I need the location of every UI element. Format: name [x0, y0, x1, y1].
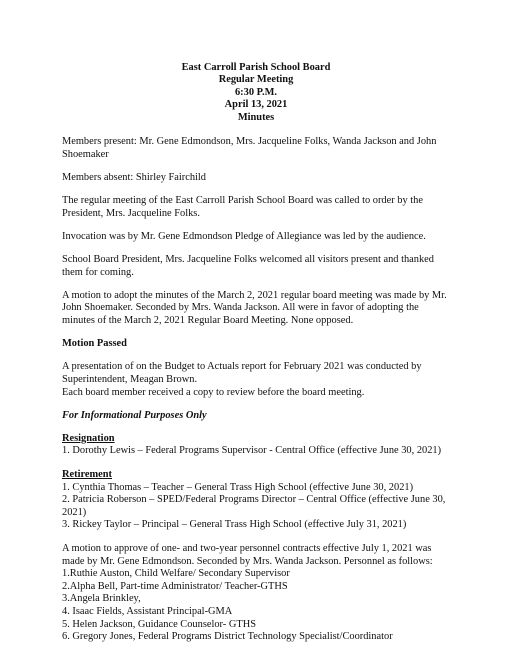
minutes-motion: A motion to adopt the minutes of the March 2, 2021 regular board meeting was made by Mr. John Shoemaker. Seconded by Mrs. Wanda Jackson. All were in favor of adopting the minutes of the March 2, 2021 Regular Board Meeting. None opposed. — [62, 289, 447, 326]
meeting-type: Regular Meeting — [218, 74, 294, 86]
retirement-title: Retirement — [62, 469, 113, 481]
document-title: Minutes — [237, 111, 275, 123]
invocation: Invocation was by Mr. Gene Edmondson Pledge of Allegiance was led by the audience. — [62, 230, 426, 242]
resignation-title: Resignation — [62, 432, 115, 444]
welcome: School Board President, Mrs. Jacqueline Folks welcomed all visitors present and thanked them for coming. — [62, 253, 434, 278]
resignation-section — [62, 433, 450, 458]
personnel-item: 2.Alpha Bell, Part-time Administrator/ Teacher-GTHS — [62, 580, 288, 592]
budget-line: Each board member received a copy to review before the board meeting. — [62, 386, 365, 398]
personnel-item: 3.Angela Brinkley, — [62, 593, 141, 605]
members-present: Members present: Mr. Gene Edmondson, Mrs. Jacqueline Folks, Wanda Jackson and John Shoemaker — [62, 136, 437, 160]
retirement-item: 2. Patricia Roberson – SPED/Federal Programs Director – Central Office (effective June 30, 2021) — [62, 494, 446, 518]
retirement-item: 3. Rickey Taylor – Principal – General Trass High School (effective July 31, 2021) — [62, 519, 407, 531]
personnel-item: 1.Ruthie Auston, Child Welfare/ Secondary Supervisor — [62, 568, 290, 580]
retirement-item: 1. Cynthia Thomas – Teacher – General Trass High School (effective June 30, 2021) — [62, 481, 414, 493]
personnel-item: 6. Gregory Jones, Federal Programs District Technology Specialist/Coordinator — [62, 631, 393, 643]
retirement-section — [62, 469, 450, 532]
call-to-order: The regular meeting of the East Carroll Parish School Board was called to order by the President, Mrs. Jacqueline Folks. — [62, 195, 423, 219]
document-header — [62, 62, 450, 124]
personnel-section — [62, 543, 450, 644]
motion-passed: Motion Passed — [62, 338, 127, 350]
members-absent: Members absent: Shirley Fairchild — [62, 171, 206, 183]
personnel-item: 4. Isaac Fields, Assistant Principal-GMA — [62, 606, 233, 617]
informational-heading: For Informational Purposes Only — [62, 409, 207, 421]
budget-line: A presentation of on the Budget to Actuals report for February 2021 was conducted by Superintendent, Meagan Brown. — [62, 361, 422, 385]
board-name: East Carroll Parish School Board — [181, 62, 331, 73]
personnel-item: 5. Helen Jackson, Guidance Counselor- GTHS — [62, 618, 256, 630]
personnel-intro: A motion to approve of one- and two-year personnel contracts effective July 1, 2021 was made by Mr. Gene Edmondson. Seconded by Mrs. Wanda Jackson. Personnel as follows: — [62, 543, 433, 567]
budget-presentation — [62, 361, 450, 399]
meeting-time: 6:30 P.M. — [234, 86, 278, 98]
meeting-date: April 13, 2021 — [224, 99, 288, 111]
resignation-item: 1. Dorothy Lewis – Federal Programs Supervisor - Central Office (effective June 30, 2021) — [62, 445, 442, 457]
